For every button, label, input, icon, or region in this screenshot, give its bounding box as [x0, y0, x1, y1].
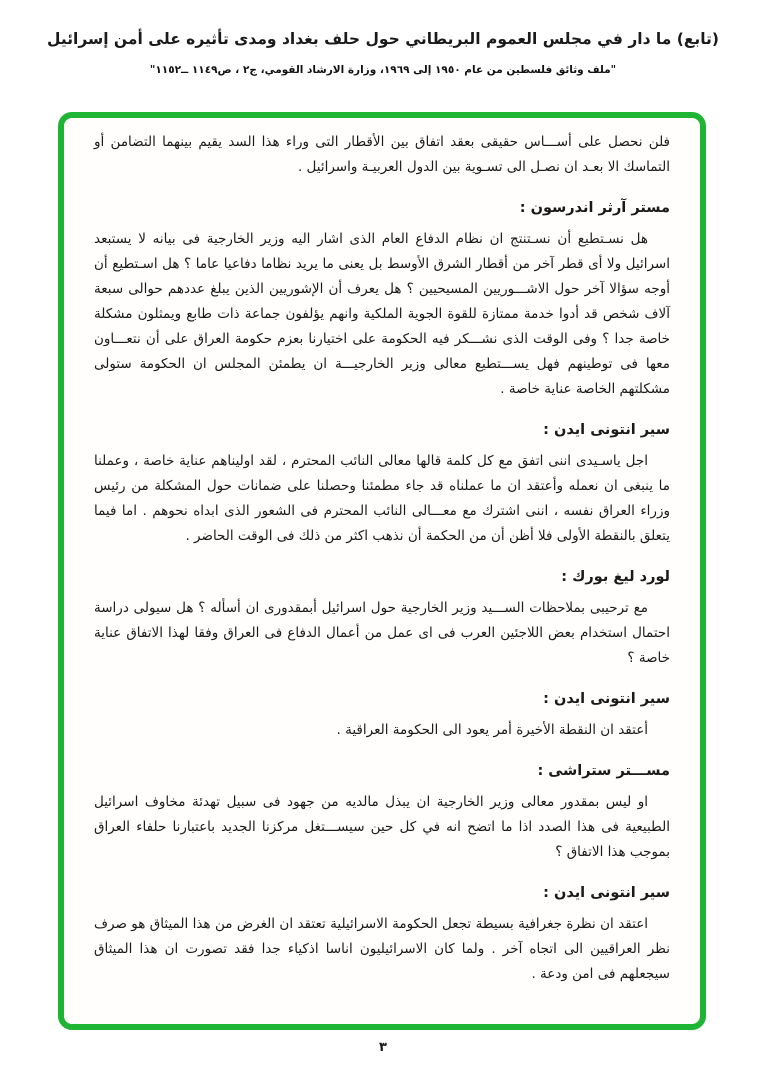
speech-section — [94, 759, 670, 865]
speech-section — [94, 687, 670, 743]
document-content — [64, 118, 700, 1024]
speaker-heading: مســـتر ستراشى : — [537, 763, 670, 779]
speech-section — [94, 565, 670, 671]
speaker-paragraph: أعتقد ان النقطة الأخيرة أمر يعود الى الحكومة العراقية . — [336, 722, 648, 738]
speaker-paragraph: او ليس بمقدور معالى وزير الخارجية ان يبذل مالديه من جهود فى سبيل تهدئة مخاوف اسرائيل الطبيعية فى هذا الصدد اذا ما اتضح انه في كل حين سيســـتغل مركزنا الجديد باعتبارنا حلفاء العراق بموجب هذا الاتفاق ؟ — [94, 794, 670, 860]
speech-section — [94, 881, 670, 987]
speaker-heading: مستر آرثر اندرسون : — [519, 200, 670, 216]
page-number: ٣ — [379, 1040, 387, 1055]
speaker-heading: لورد ليغ بورك : — [561, 569, 670, 585]
speaker-paragraph: مع ترحيبى بملاحظات الســـيد وزير الخارجية حول اسرائيل أبمقدورى ان أسأله ؟ هل سيولى دراسة احتمال استخدام بعض اللاجئين العرب فى اى عمل من أعمال الدفاع فى العراق وفقا لهذا الاتفاق عناية خاصة ؟ — [94, 600, 670, 666]
document-frame — [58, 112, 706, 1030]
speech-section — [94, 196, 670, 402]
speaker-paragraph: هل نسـتطيع أن نسـتنتج ان نظام الدفاع العام الذى اشار اليه وزير الخارجية فى بيانه لا يستبعد اسرائيل ولا أى قطر آخر من أقطار الشرق الأوسط بل يعنى ما يريد نظاما دفاعيا عاما ؟ هل اسـتطيع أن أوجه سؤالا آخر حول الاشـــوريين المسيحيين ؟ هل يعرف أن الإشوريين الذين يبلغ عددهم حوالى سبعة آلاف شخص قد أدوا خدمة ممتازة للقوة الجوية الملكية وانهم يؤلفون جماعة ذات طابع ويمثلون مشكلة خاصة جدا ؟ وفى الوقت الذى نشـــكر فيه الحكومة على اختيارنا بعزم حكومة العراق على أن نتعـــاون معها فى توطينهم فهل يســـتطيع معالى وزير الخارجيـــة ان يطمئن المجلس ان الحكومة ستولى مشكلتهم الخاصة عناية خاصة . — [94, 231, 670, 397]
page-header — [0, 30, 766, 76]
intro-paragraph: فلن نحصل على أســـاس حقيقى بعقد اتفاق بين الأقطار التى وراء هذا السد يقيم بينهما التضامن أو التماسك الا بعـد ان نصـل الى تسـوية بين الدول العربيـة واسرائيل . — [94, 134, 670, 175]
speaker-heading: سير انتونى ايدن : — [543, 885, 670, 901]
speaker-heading: سير انتونى ايدن : — [543, 422, 670, 438]
page-title: (تابع) ما دار في مجلس العموم البريطاني حول حلف بغداد ومدى تأثيره على أمن إسرائيل — [47, 30, 719, 48]
speaker-paragraph: اجل ياسـيدى اننى اتفق مع كل كلمة قالها معالى النائب المحترم ، لقد اوليناهم عناية خاصة ، وعملنا ما ينبغى ان نعمله وأعتقد ان ما عملناه قد جاء مطمئنا وحصلنا على ضمانات حول المشكلة من رئيس وزراء العراق نفسه ، اننى اشترك مع معـــالى النائب المحترم فى الشعور الذى ابداه نحوهم . اما فيما يتعلق بالنقطة الأولى فلا أظن أن من الحكمة أن نذهب اكثر من ذلك فى الوقت الحاضر . — [94, 453, 670, 544]
speaker-paragraph: اعتقد ان نظرة جغرافية بسيطة تجعل الحكومة الاسرائيلية تعتقد ان الغرض من هذا الميثاق هو صرف نظر العراقيين الى اتجاه آخر . ولما كان الاسرائيليون اناسا اذكياء جدا فقد تصورت ان هذا الميثاق سيجعلهم فى امن ودعة . — [94, 916, 670, 982]
sections — [94, 196, 670, 987]
page-subtitle: "ملف وثائق فلسطين من عام ١٩٥٠ إلى ١٩٦٩، وزارة الارشاد القومي، ج٢ ، ص١١٤٩ ــ١١٥٢" — [149, 64, 617, 76]
speaker-heading: سير انتونى ايدن : — [543, 691, 670, 707]
speech-section — [94, 418, 670, 549]
